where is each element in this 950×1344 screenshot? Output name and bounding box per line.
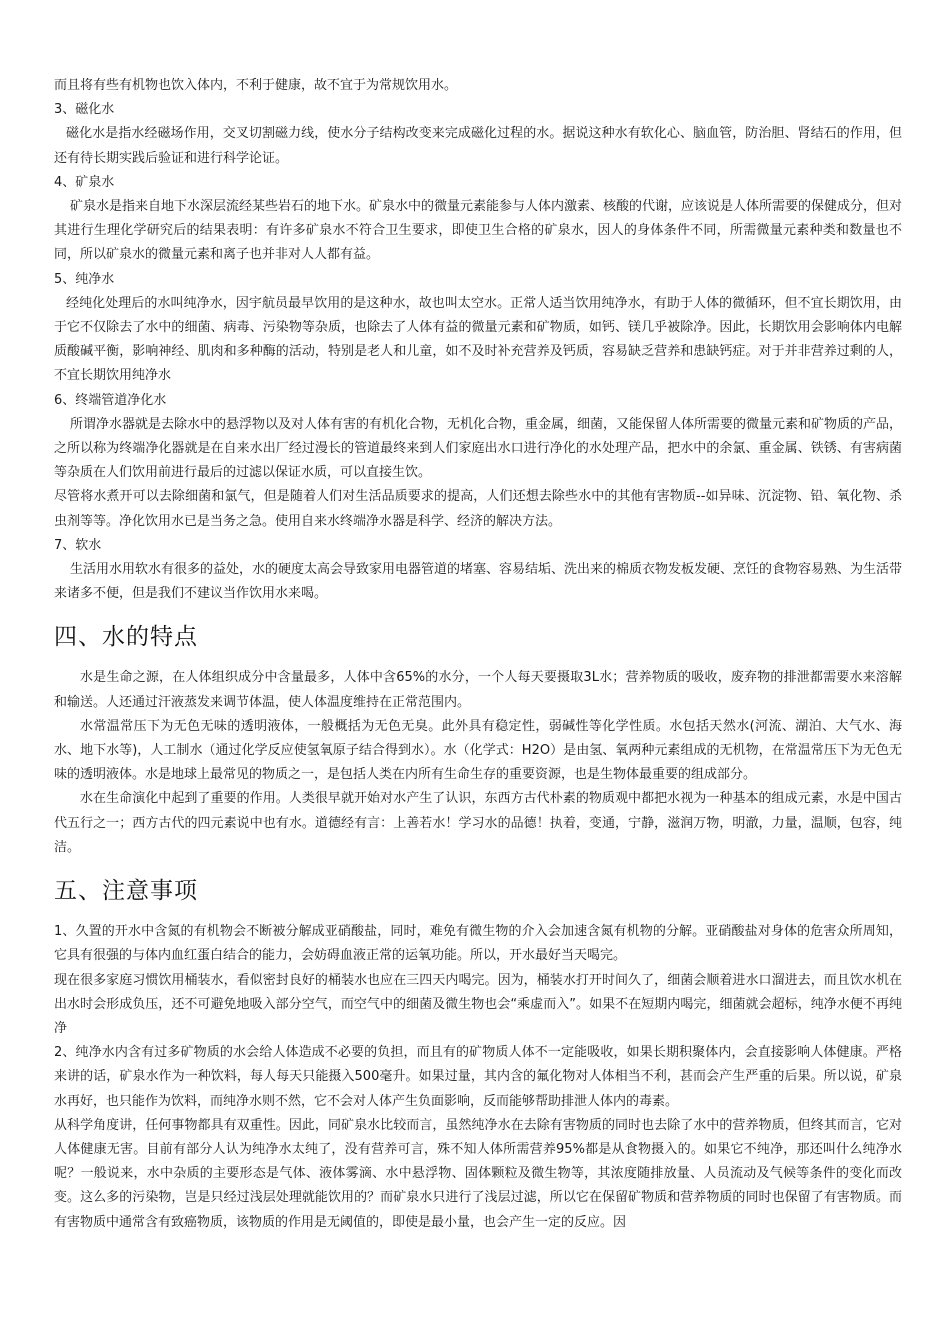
paragraph-magnetized-water: 磁化水是指水经磁场作用，交叉切割磁力线，使水分子结构改变来完成磁化过程的水。据说这种水有软化心、脑血管，防治胆、肾结石的作用，但还有待长期实践后验证和进行科学论证。 [54, 126, 902, 166]
paragraph-source-of-life: 水是生命之源，在人体组织成分中含量最多，人体中含65%的水分，一个人每天要摄取3L水；营养物质的吸收，废弃物的排泄都需要水来溶解和输送。人还通过汗液蒸发来调节体温，使人体温度维持在正常范围内。 [54, 670, 902, 710]
section-heading-water-characteristics: 四、水的特点 [54, 624, 198, 651]
paragraph-water-evolution: 水在生命演化中起到了重要的作用。人类很早就开始对水产生了认识，东西方古代朴素的物质观中都把水视为一种基本的组成元素，水是中国古代五行之一；西方古代的四元素说中也有水。道德经有言：上善若水！学习水的品德！执着，变通，宁静，滋润万物，明澈，力量，温顺，包容，纯洁。 [54, 791, 902, 855]
paragraph-continuation: 而且将有些有机物也饮入体内，不利于健康，故不宜于为常规饮用水。 [54, 78, 458, 93]
subheading-terminal-purified-water: 6、终端管道净化水 [54, 392, 167, 408]
paragraph-boiled-water-nitrite: 1、久置的开水中含氮的有机物会不断被分解成亚硝酸盐，同时，难免有微生物的介入会加速含氮有机物的分解。亚硝酸盐对身体的危害众所周知，它具有很强的与体内血红蛋白结合的能力，会妨碍血液正常的运氧功能。所以，开水最好当天喝完。 [54, 924, 902, 964]
paragraph-water-purifier: 所谓净水器就是去除水中的悬浮物以及对人体有害的有机化合物，无机化合物，重金属，细菌，又能保留人体所需要的微量元素和矿物质的产品，之所以称为终端净化器就是在自来水出厂经过漫长的管道最终来到人们家庭出水口进行净化的水处理产品，把水中的余氯、重金属、铁锈、有害病菌等杂质在人们饮用前进行最后的过滤以保证水质，可以直接生饮。 [54, 416, 903, 481]
paragraph-soft-water: 生活用水用软水有很多的益处，水的硬度太高会导致家用电器管道的堵塞、容易结垢、洗出来的棉质衣物发板发硬、烹饪的食物容易熟、为生活带来诸多不便，但是我们不建议当作饮用水来喝。 [54, 562, 903, 602]
subheading-magnetized-water: 3、磁化水 [54, 102, 115, 118]
paragraph-bottled-water: 现在很多家庭习惯饮用桶装水，看似密封良好的桶装水也应在三四天内喝完。因为，桶装水打开时间久了，细菌会顺着进水口溜进去，而且饮水机在出水时会形成负压，还不可避免地吸入部分空气，而空气中的细菌及微生物也会“乘虚而入”。如果不在短期内喝完，细菌就会超标，纯净水便不再纯净 [54, 972, 902, 1036]
paragraph-mineral-water: 矿泉水是指来自地下水深层流经某些岩石的地下水。矿泉水中的微量元素能参与人体内激素、核酸的代谢，应该说是人体所需要的保健成分，但对其进行生理化学研究后的结果表明：有许多矿泉水不符合卫生要求，即使卫生合格的矿泉水，因人的身体条件不同，所需微量元素种类和数量也不同，所以矿泉水的微量元素和离子也并非对人人都有益。 [54, 199, 903, 263]
subheading-purified-water: 5、纯净水 [54, 271, 115, 287]
section-heading-precautions: 五、注意事项 [54, 878, 198, 905]
subheading-soft-water: 7、软水 [54, 537, 102, 553]
paragraph-purified-water: 经纯化处理后的水叫纯净水，因宇航员最早饮用的是这种水，故也叫太空水。正常人适当饮用纯净水，有助于人体的微循环，但不宜长期饮用，由于它不仅除去了水中的细菌、病毒、污染物等杂质，也除去了人体有益的微量元素和矿物质，如钙、镁几乎被除净。因此，长期饮用会影响体内电解质酸碱平衡，影响神经、肌肉和多种酶的活动，特别是老人和儿童，如不及时补充营养及钙质，容易缺乏营养和患缺钙症。对于并非营养过剩的人，不宜长期饮用纯净水 [54, 295, 902, 384]
paragraph-scientific-view: 从科学角度讲，任何事物都具有双重性。因此，同矿泉水比较而言，虽然纯净水在去除有害物质的同时也去除了水中的营养物质，但终其而言，它对人体健康无害。目前有部分人认为纯净水太纯了，没有营养可言，殊不知人体所需营养95%都是从食物摄入的。如果它不纯净，那还叫什么纯净水呢？一般说来，水中杂质的主要形态是气体、液体雾滴、水中悬浮物、固体颗粒及微生物等，其浓度随排放量、人员流动及气候等条件的变化而改变。这么多的污染物，岂是只经过浅层处理就能饮用的？而矿泉水只进行了浅层过滤，所以它在保留矿物质和营养物质的同时也保留了有害物质。而有害物质中通常含有致癌物质，该物质的作用是无阈值的，即使是最小量，也会产生一定的反应。因 [54, 1117, 902, 1230]
subheading-mineral-water: 4、矿泉水 [54, 174, 115, 190]
paragraph-boiled-water: 尽管将水煮开可以去除细菌和氯气，但是随着人们对生活品质要求的提高，人们还想去除些水中的其他有害物质--如异味、沉淀物、铅、氧化物、杀虫剂等等。净化饮用水已是当务之急。使用自来水终端净水器是科学、经济的解决方法。 [54, 489, 902, 529]
paragraph-water-properties: 水常温常压下为无色无味的透明液体，一般概括为无色无臭。此外具有稳定性，弱碱性等化学性质。水包括天然水(河流、湖泊、大气水、海水、地下水等)，人工制水（通过化学反应使氢氧原子结合得到水）。水（化学式：H2O）是由氢、氧两种元素组成的无机物，在常温常压下为无色无味的透明液体。水是地球上最常见的物质之一，是包括人类在内所有生命生存的重要资源，也是生物体最重要的组成部分。 [54, 718, 902, 783]
paragraph-purified-vs-mineral: 2、纯净水内含有过多矿物质的水会给人体造成不必要的负担，而且有的矿物质人体不一定能吸收，如果长期积聚体内，会直接影响人体健康。严格来讲的话，矿泉水作为一种饮料，每人每天只能摄入500毫升。如果过量，其内含的氟化物对人体相当不利，甚而会产生严重的后果。所以说，矿泉水再好，也只能作为饮料，而纯净水则不然，它不会对人体产生负面影响，反而能够帮助排泄人体内的毒素。 [54, 1045, 902, 1109]
